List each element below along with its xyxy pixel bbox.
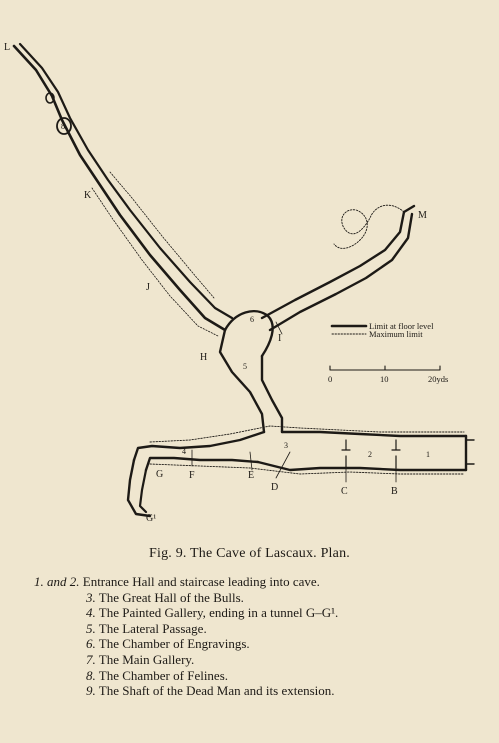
key-number: 1. and 2. bbox=[34, 574, 80, 589]
key-item bbox=[34, 652, 484, 668]
key-number: 8. bbox=[86, 667, 96, 683]
key-number: 3. bbox=[86, 589, 96, 605]
section-line-D bbox=[276, 452, 290, 478]
label-F: F bbox=[189, 470, 195, 481]
lateral-passage-wall-right bbox=[262, 356, 282, 432]
figure-key bbox=[34, 574, 484, 699]
felines-maximum-limit-2 bbox=[110, 172, 214, 298]
key-number: 9. bbox=[86, 683, 96, 699]
label-C: C bbox=[341, 486, 348, 497]
key-number: 4. bbox=[86, 605, 96, 621]
label-M: M bbox=[418, 210, 427, 221]
key-text: The Chamber of Felines. bbox=[98, 667, 229, 683]
label-I: I bbox=[278, 333, 282, 344]
label-K: K bbox=[84, 190, 92, 201]
label-area-1: 1 bbox=[426, 450, 430, 459]
key-item bbox=[34, 621, 484, 637]
key-item bbox=[34, 574, 484, 590]
key-text: The Great Hall of the Bulls. bbox=[98, 589, 244, 605]
felines-passage-wall-inner bbox=[20, 44, 232, 318]
label-G: G bbox=[156, 469, 164, 480]
legend-floor-label: Limit at floor level bbox=[369, 321, 434, 331]
key-text: The Main Gallery. bbox=[98, 651, 195, 667]
scale-tick-0: 0 bbox=[328, 374, 333, 384]
great-hall-maximum-limit bbox=[150, 426, 464, 442]
key-text: The Shaft of the Dead Man and its extension. bbox=[98, 683, 335, 699]
label-B: B bbox=[391, 486, 398, 497]
key-item bbox=[34, 636, 484, 652]
key-item bbox=[34, 683, 484, 699]
legend-max-label: Maximum limit bbox=[369, 329, 423, 339]
scale-bar bbox=[330, 366, 440, 370]
figure-caption: Fig. 9. The Cave of Lascaux. Plan. bbox=[149, 546, 350, 561]
key-item bbox=[34, 605, 484, 621]
felines-passage-wall-outer bbox=[14, 46, 225, 330]
label-area-3: 3 bbox=[284, 441, 288, 450]
key-item bbox=[34, 590, 484, 606]
main-gallery-maximum-limit bbox=[334, 205, 404, 248]
key-text: The Painted Gallery, ending in a tunnel G–G¹. bbox=[98, 605, 339, 621]
label-D: D bbox=[271, 482, 279, 493]
key-text: Entrance Hall and staircase leading into cave. bbox=[82, 574, 320, 589]
key-number: 6. bbox=[86, 636, 96, 652]
label-J: J bbox=[146, 282, 150, 293]
label-G1: G¹ bbox=[146, 513, 157, 524]
scale-tick-20: 20yds bbox=[428, 374, 449, 384]
key-number: 7. bbox=[86, 651, 96, 667]
label-area-2: 2 bbox=[368, 450, 372, 459]
label-area-4: 4 bbox=[182, 447, 186, 456]
key-number: 5. bbox=[86, 620, 96, 636]
key-item bbox=[34, 668, 484, 684]
lateral-passage-wall-left bbox=[220, 330, 264, 432]
label-area-8: 8 bbox=[61, 122, 65, 131]
entrance-end-marks bbox=[466, 440, 474, 464]
great-hall-wall-upper bbox=[282, 432, 466, 436]
tunnel-wall-right bbox=[140, 470, 146, 512]
great-hall-wall-lower bbox=[258, 462, 466, 470]
label-area-6: 6 bbox=[250, 315, 254, 324]
label-H: H bbox=[200, 352, 208, 363]
scale-tick-10: 10 bbox=[380, 374, 389, 384]
key-text: The Lateral Passage. bbox=[98, 620, 207, 636]
painted-gallery-wall-upper bbox=[134, 432, 264, 460]
key-text: The Chamber of Engravings. bbox=[98, 636, 250, 652]
label-area-5: 5 bbox=[243, 362, 247, 371]
label-E: E bbox=[248, 470, 255, 481]
label-L: L bbox=[4, 42, 11, 53]
main-gallery-wall-lower bbox=[270, 214, 412, 330]
